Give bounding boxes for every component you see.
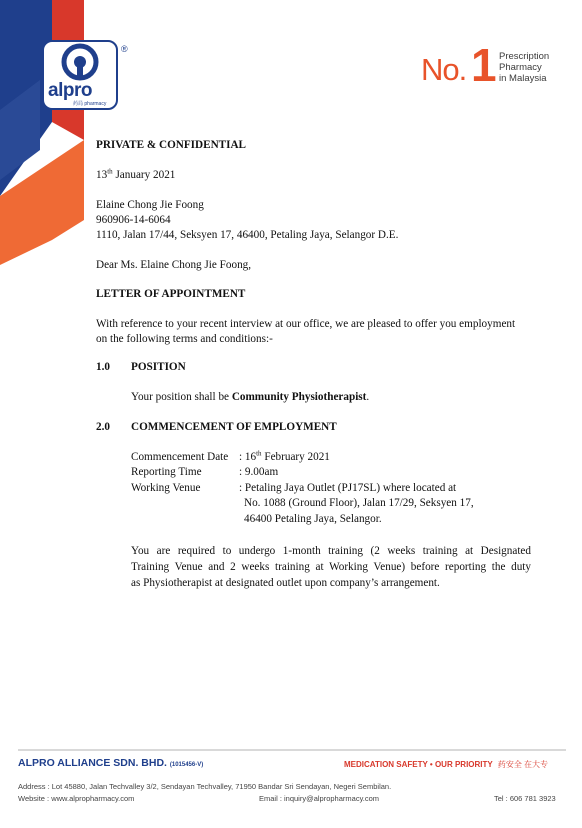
logo-subtext: 药局 pharmacy <box>73 101 107 107</box>
reporting-label: Reporting Time <box>131 466 202 478</box>
slogan-text: MEDICATION SAFETY • OUR PRIORITY <box>344 760 493 769</box>
footer-email: Email : inquiry@alpropharmacy.com <box>259 794 380 803</box>
section-2-heading: COMMENCEMENT OF EMPLOYMENT <box>131 421 337 433</box>
recipient-address: 1110, Jalan 17/44, Seksyen 17, 46400, Petaling Jaya, Selangor D.E. <box>96 229 399 241</box>
position-text <box>131 390 369 406</box>
reporting-colon: : <box>239 466 243 478</box>
commencement-colon: : <box>239 451 243 463</box>
no1-tagline-1: Prescription <box>499 51 550 62</box>
training-line-3: as Physiotherapist at designated outlet upon company’s arrangement. <box>131 577 440 589</box>
position-suffix: . <box>366 391 370 403</box>
salutation: Dear Ms. Elaine Chong Jie Foong, <box>96 259 252 271</box>
section-2-number: 2.0 <box>96 421 110 433</box>
venue-line-3: 46400 Petaling Jaya, Selangor. <box>244 513 382 525</box>
venue-colon: : <box>239 482 243 494</box>
position-title: Community Physiotherapist <box>231 391 367 403</box>
intro-line-2: on the following terms and conditions:- <box>96 333 273 345</box>
no1-number: 1 <box>471 39 497 91</box>
company-reg: (1015456-V) <box>169 762 204 768</box>
venue-line-2: No. 1088 (Ground Floor), Jalan 17/29, Seksyen 17, <box>244 497 474 509</box>
no1-tagline-3: in Malaysia <box>499 73 547 84</box>
footer-divider <box>18 749 566 751</box>
date-day: 13 <box>96 169 108 181</box>
registered-mark: ® <box>121 44 128 54</box>
footer-address: Address : Lot 45880, Jalan Techvalley 3/2, Sendayan Techvalley, 71950 Bandar Sri Sendayan, Negeri Sembilan. <box>18 782 392 791</box>
logo-text: alpro <box>48 80 92 101</box>
no1-prefix: No. <box>421 52 467 87</box>
company-name: ALPRO ALLIANCE SDN. BHD. <box>18 757 167 769</box>
slogan-chinese: 药安全 在大专 <box>497 760 549 769</box>
confidential-heading: PRIVATE & CONFIDENTIAL <box>96 139 247 151</box>
footer-tel: Tel : 606 781 3923 <box>494 794 556 803</box>
reporting-row <box>131 465 278 481</box>
training-line-2: Training Venue and 2 weeks training at Working Venue) before reporting the duty <box>131 561 531 573</box>
intro-line-1: With reference to your recent interview at our office, we are pleased to offer you employment <box>96 318 516 330</box>
footer-company <box>18 757 203 769</box>
no1-tagline-2: Pharmacy <box>499 62 542 73</box>
date-rest: January 2021 <box>112 169 176 181</box>
section-1-heading: POSITION <box>131 361 186 373</box>
footer-website: Website : www.alpropharmacy.com <box>18 794 135 803</box>
commencement-label: Commencement Date <box>131 451 229 463</box>
commencement-rest: February 2021 <box>261 451 330 463</box>
commencement-suffix: th <box>256 449 262 458</box>
position-prefix: Your position shall be <box>131 391 232 403</box>
recipient-name: Elaine Chong Jie Foong <box>96 199 204 211</box>
commencement-row <box>131 450 330 466</box>
letter-subject: LETTER OF APPOINTMENT <box>96 288 246 300</box>
training-line-1: You are required to undergo 1-month training (2 weeks training at Designated <box>131 545 531 557</box>
venue-row <box>131 481 456 497</box>
footer-slogan <box>344 759 548 770</box>
reporting-value: 9.00am <box>244 466 279 478</box>
recipient-id: 960906-14-6064 <box>96 214 171 226</box>
section-1-number: 1.0 <box>96 361 110 373</box>
commencement-day: 16 <box>244 451 257 463</box>
venue-line-1: Petaling Jaya Outlet (PJ17SL) where located at <box>244 482 457 494</box>
venue-label: Working Venue <box>131 482 201 494</box>
date-suffix: th <box>107 167 113 176</box>
letter-date <box>96 168 175 184</box>
alpro-logo-mark-icon <box>44 42 116 84</box>
